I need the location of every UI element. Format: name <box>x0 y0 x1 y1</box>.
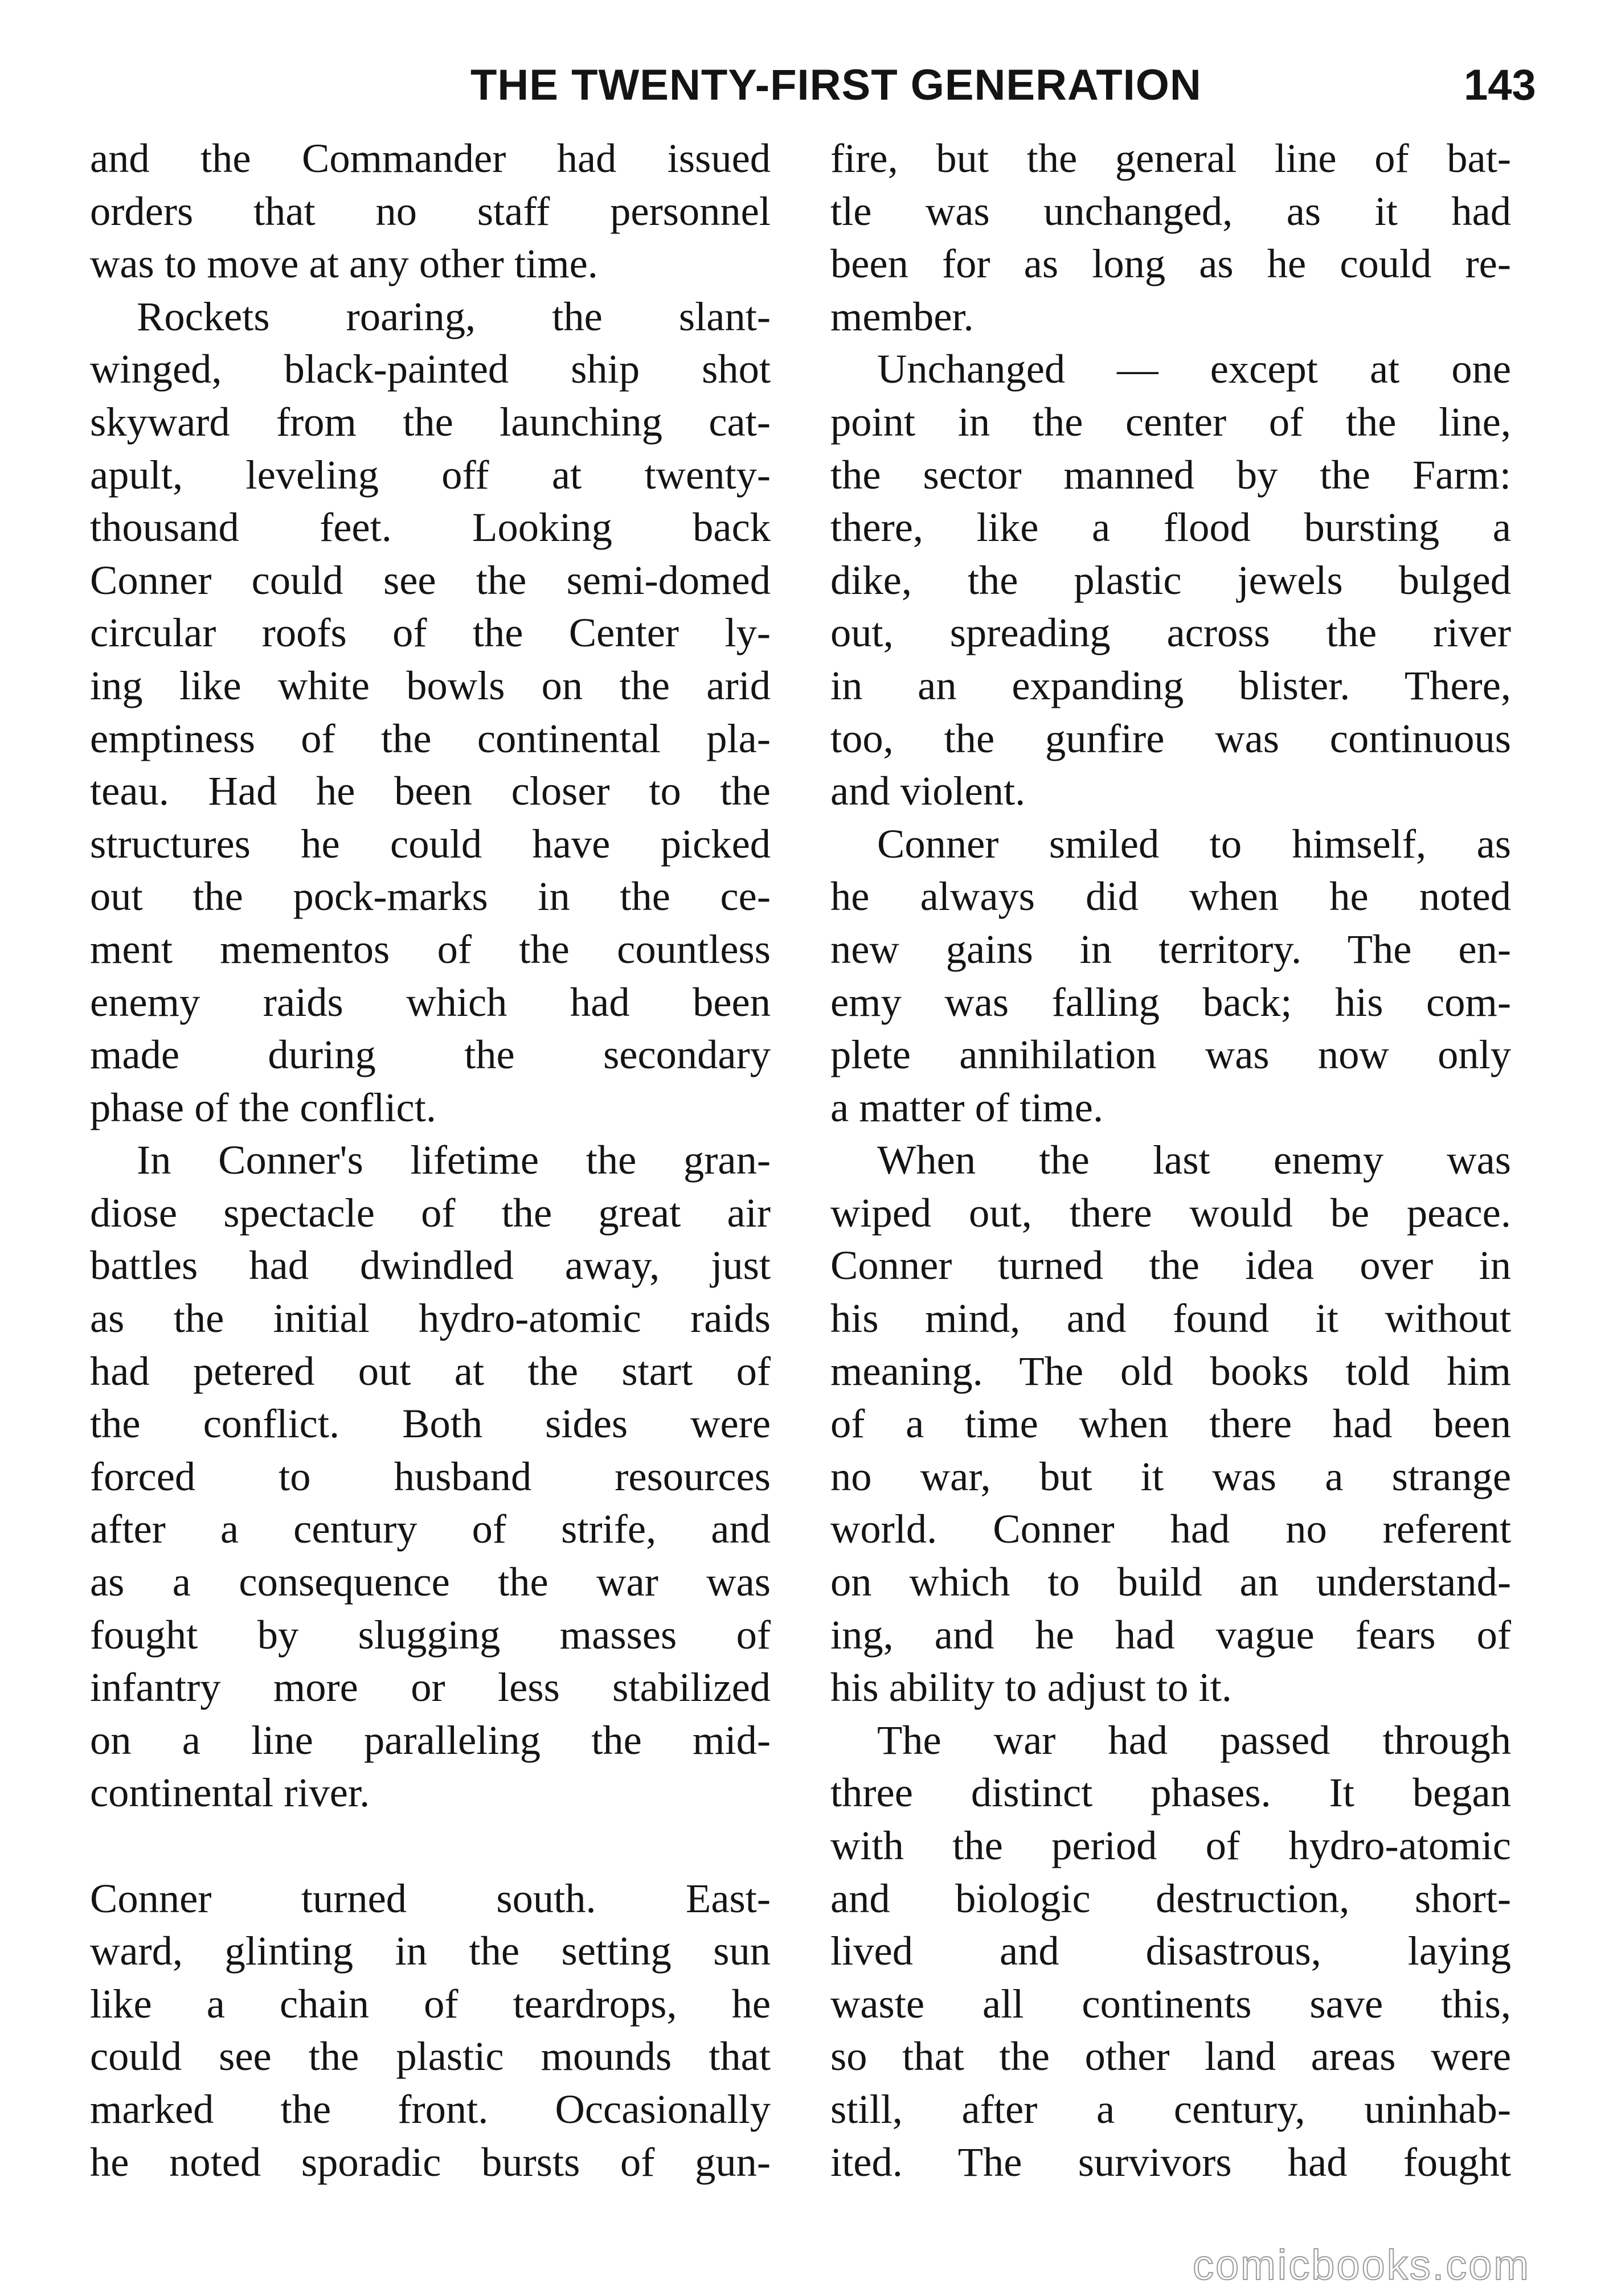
text-line: ing, and he had vague fears of <box>830 1611 1511 1658</box>
text-line: a matter of time. <box>830 1084 1104 1130</box>
text-line: on a line paralleling the mid- <box>90 1716 771 1763</box>
text-line: marked the front. Occasionally <box>90 2085 771 2132</box>
text-line: world. Conner had no referent <box>830 1506 1511 1552</box>
text-line: still, after a century, uninhab- <box>830 2085 1511 2132</box>
text-line: and biologic destruction, short- <box>830 1875 1511 1921</box>
text-line: fire, but the general line of bat- <box>830 135 1511 181</box>
text-line: emptiness of the continental pla- <box>90 715 771 761</box>
text-line: on which to build an understand- <box>830 1559 1511 1605</box>
text-line: the sector manned by the Farm: <box>830 451 1511 498</box>
text-line: ited. The survivors had fought <box>830 2138 1511 2185</box>
text-line: and violent. <box>830 768 1026 814</box>
text-line: lived and disastrous, laying <box>830 1928 1511 1974</box>
text-line: out the pock-marks in the ce- <box>90 873 771 920</box>
text-line: was to move at any other time. <box>90 240 598 287</box>
text-line: ing like white bowls on the arid <box>90 662 771 708</box>
text-line: winged, black-painted ship shot <box>90 346 771 392</box>
section-break <box>90 1819 771 1872</box>
text-line: three distinct phases. It began <box>830 1769 1511 1816</box>
text-line: as the initial hydro-atomic raids <box>90 1295 771 1342</box>
text-line: too, the gunfire was continuous <box>830 715 1511 761</box>
text-line: meaning. The old books told him <box>830 1347 1511 1394</box>
text-line: teau. Had he been closer to the <box>90 768 771 814</box>
text-line: infantry more or less stabilized <box>90 1664 771 1711</box>
text-line: forced to husband resources <box>90 1453 771 1499</box>
running-title: THE TWENTY-FIRST GENERATION <box>470 61 1202 109</box>
text-line: wiped out, there would be peace. <box>830 1189 1511 1236</box>
text-line: ward, glinting in the setting sun <box>90 1928 771 1974</box>
left-column <box>90 132 771 2188</box>
text-line: as a consequence the war was <box>90 1559 771 1605</box>
text-line: plete annihilation was now only <box>830 1031 1511 1078</box>
text-line: skyward from the launching cat- <box>90 398 771 445</box>
section-start-line: Conner turned south. East- <box>90 1875 771 1921</box>
text-line: apult, leveling off at twenty- <box>90 451 771 498</box>
text-line: out, spreading across the river <box>830 609 1511 656</box>
text-line: diose spectacle of the great air <box>90 1189 771 1236</box>
text-line: his ability to adjust to it. <box>830 1664 1232 1711</box>
text-line: tle was unchanged, as it had <box>830 187 1511 234</box>
paragraph-start-line: Unchanged — except at one <box>877 346 1511 392</box>
text-line: member. <box>830 293 974 339</box>
text-line: his mind, and found it without <box>830 1295 1511 1342</box>
text-line: ment mementos of the countless <box>90 925 771 972</box>
text-line: he noted sporadic bursts of gun- <box>90 2138 771 2185</box>
text-line: could see the plastic mounds that <box>90 2033 771 2080</box>
text-line: and the Commander had issued <box>90 135 771 181</box>
text-line: emy was falling back; his com- <box>830 978 1511 1025</box>
text-line: there, like a flood bursting a <box>830 504 1511 551</box>
text-line: structures he could have picked <box>90 820 771 867</box>
text-line: continental river. <box>90 1769 370 1816</box>
paragraph-start-line: When the last enemy was <box>877 1137 1511 1183</box>
text-line: point in the center of the line, <box>830 398 1511 445</box>
text-line: of a time when there had been <box>830 1400 1511 1447</box>
text-line: the conflict. Both sides were <box>90 1400 771 1447</box>
right-column <box>830 132 1511 2188</box>
text-line: phase of the conflict. <box>90 1084 436 1130</box>
text-line: enemy raids which had been <box>90 978 771 1025</box>
text-line: Conner turned the idea over in <box>830 1242 1511 1289</box>
text-line: been for as long as he could re- <box>830 240 1511 287</box>
text-line: Conner could see the semi-domed <box>90 556 771 603</box>
page-header <box>0 57 1613 120</box>
text-line: so that the other land areas were <box>830 2033 1511 2080</box>
text-line: fought by slugging masses of <box>90 1611 771 1658</box>
text-line: in an expanding blister. There, <box>830 662 1511 708</box>
text-line: waste all continents save this, <box>830 1980 1511 2027</box>
text-line: no war, but it was a strange <box>830 1453 1511 1499</box>
page-number: 143 <box>1464 61 1536 109</box>
text-line: dike, the plastic jewels bulged <box>830 556 1511 603</box>
paragraph-start-line: In Conner's lifetime the gran- <box>137 1137 771 1183</box>
text-line: battles had dwindled away, just <box>90 1242 771 1289</box>
text-line: thousand feet. Looking back <box>90 504 771 551</box>
text-line: circular roofs of the Center ly- <box>90 609 771 656</box>
paragraph-start-line: Conner smiled to himself, as <box>877 820 1511 867</box>
paragraph-start-line: Rockets roaring, the slant- <box>137 293 771 339</box>
paragraph-start-line: The war had passed through <box>877 1716 1511 1763</box>
text-line: made during the secondary <box>90 1031 771 1078</box>
text-line: he always did when he noted <box>830 873 1511 920</box>
text-line: orders that no staff personnel <box>90 187 771 234</box>
text-line: like a chain of teardrops, he <box>90 1980 771 2027</box>
watermark-text: comicbooks.com <box>1193 2241 1531 2289</box>
text-line: new gains in territory. The en- <box>830 925 1511 972</box>
text-line: after a century of strife, and <box>90 1506 771 1552</box>
text-line: with the period of hydro-atomic <box>830 1822 1511 1868</box>
text-line: had petered out at the start of <box>90 1347 771 1394</box>
